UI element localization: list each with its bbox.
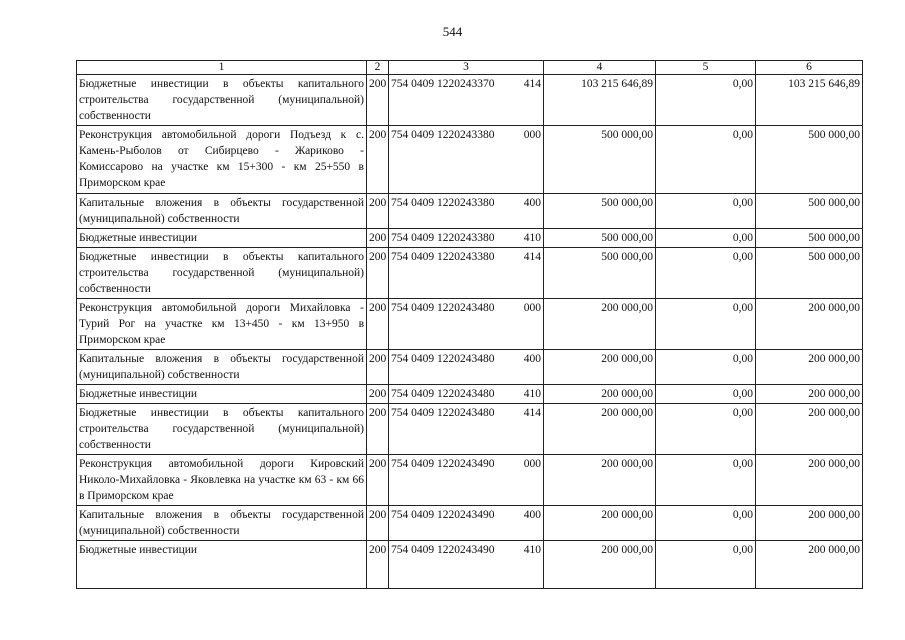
row-col2: 200 xyxy=(367,248,389,299)
row-name: Реконструкция автомобильной дороги Кировский Николо-Михайловка - Яковлевка на участке км 63 - км 66 в Приморском крае xyxy=(77,455,367,506)
row-code: 754 0409 1220243380 xyxy=(391,197,495,209)
row-code: 754 0409 1220243480 xyxy=(391,388,495,400)
row-col5-amount: 0,00 xyxy=(656,455,756,506)
row-col2: 200 xyxy=(367,229,389,248)
row-vr-code: 400 xyxy=(523,509,541,521)
row-col4-amount: 200 000,00 xyxy=(544,506,656,541)
row-col4-amount: 500 000,00 xyxy=(544,248,656,299)
row-code-cell xyxy=(389,385,544,404)
row-col6-amount: 200 000,00 xyxy=(756,506,863,541)
row-col6-amount: 500 000,00 xyxy=(756,229,863,248)
table-row xyxy=(77,126,863,194)
row-code: 754 0409 1220243480 xyxy=(391,407,495,419)
row-vr-code: 400 xyxy=(523,353,541,365)
row-col6-amount: 200 000,00 xyxy=(756,350,863,385)
row-code-cell xyxy=(389,299,544,350)
row-vr-code: 000 xyxy=(523,458,541,470)
row-code: 754 0409 1220243380 xyxy=(391,129,495,141)
row-code: 754 0409 1220243480 xyxy=(391,353,495,365)
row-code-cell xyxy=(389,506,544,541)
row-col6-amount: 500 000,00 xyxy=(756,248,863,299)
row-code-cell xyxy=(389,75,544,126)
row-col4-amount: 500 000,00 xyxy=(544,194,656,229)
row-col5-amount: 0,00 xyxy=(656,194,756,229)
row-code-cell xyxy=(389,126,544,194)
table-row xyxy=(77,299,863,350)
row-name: Реконструкция автомобильной дороги Подъезд к с. Камень-Рыболов от Сибирцево - Жариково - Комиссарово на участке км 15+300 - км 25+550 в Приморском крае xyxy=(77,126,367,194)
row-name: Бюджетные инвестиции xyxy=(77,229,367,248)
row-col2: 200 xyxy=(367,299,389,350)
row-vr-code: 414 xyxy=(523,78,541,90)
row-vr-code: 410 xyxy=(523,388,541,400)
row-vr-code: 400 xyxy=(523,197,541,209)
row-code-cell xyxy=(389,229,544,248)
table-row xyxy=(77,404,863,455)
row-code: 754 0409 1220243380 xyxy=(391,232,495,244)
row-name: Бюджетные инвестиции в объекты капитального строительства государственной (муниципальной) собственности xyxy=(77,404,367,455)
row-col2: 200 xyxy=(367,350,389,385)
row-name: Капитальные вложения в объекты государственной (муниципальной) собственности xyxy=(77,506,367,541)
row-col2: 200 xyxy=(367,541,389,589)
row-col5-amount: 0,00 xyxy=(656,350,756,385)
row-code: 754 0409 1220243480 xyxy=(391,302,495,314)
table-row xyxy=(77,75,863,126)
row-vr-code: 414 xyxy=(523,407,541,419)
column-header-4: 4 xyxy=(544,61,656,75)
row-col6-amount: 200 000,00 xyxy=(756,299,863,350)
row-col4-amount: 200 000,00 xyxy=(544,455,656,506)
table-row xyxy=(77,541,863,589)
row-col4-amount: 500 000,00 xyxy=(544,126,656,194)
row-col5-amount: 0,00 xyxy=(656,385,756,404)
row-vr-code: 000 xyxy=(523,302,541,314)
column-header-5: 5 xyxy=(656,61,756,75)
budget-table xyxy=(76,60,863,589)
row-col6-amount: 200 000,00 xyxy=(756,385,863,404)
row-vr-code: 414 xyxy=(523,251,541,263)
row-code-cell xyxy=(389,404,544,455)
row-col4-amount: 200 000,00 xyxy=(544,385,656,404)
table-row xyxy=(77,248,863,299)
row-code-cell xyxy=(389,541,544,589)
row-col6-amount: 103 215 646,89 xyxy=(756,75,863,126)
table-row xyxy=(77,194,863,229)
row-code: 754 0409 1220243490 xyxy=(391,509,495,521)
row-col4-amount: 500 000,00 xyxy=(544,229,656,248)
row-col5-amount: 0,00 xyxy=(656,229,756,248)
row-col5-amount: 0,00 xyxy=(656,404,756,455)
row-col4-amount: 103 215 646,89 xyxy=(544,75,656,126)
table-body xyxy=(77,75,863,589)
table-row xyxy=(77,506,863,541)
row-col5-amount: 0,00 xyxy=(656,299,756,350)
row-code: 754 0409 1220243490 xyxy=(391,458,495,470)
row-col5-amount: 0,00 xyxy=(656,126,756,194)
row-col6-amount: 200 000,00 xyxy=(756,404,863,455)
row-col5-amount: 0,00 xyxy=(656,541,756,589)
column-header-1: 1 xyxy=(77,61,367,75)
row-col2: 200 xyxy=(367,194,389,229)
column-header-2: 2 xyxy=(367,61,389,75)
row-col4-amount: 200 000,00 xyxy=(544,541,656,589)
row-code: 754 0409 1220243380 xyxy=(391,251,495,263)
row-name: Бюджетные инвестиции в объекты капитального строительства государственной (муниципальной) собственности xyxy=(77,248,367,299)
row-col2: 200 xyxy=(367,126,389,194)
row-col6-amount: 200 000,00 xyxy=(756,541,863,589)
table-row xyxy=(77,350,863,385)
row-col4-amount: 200 000,00 xyxy=(544,350,656,385)
row-code: 754 0409 1220243370 xyxy=(391,78,495,90)
row-col6-amount: 200 000,00 xyxy=(756,455,863,506)
row-name: Капитальные вложения в объекты государственной (муниципальной) собственности xyxy=(77,194,367,229)
page-number: 544 xyxy=(442,24,463,39)
row-col6-amount: 500 000,00 xyxy=(756,194,863,229)
row-col2: 200 xyxy=(367,455,389,506)
table-header-row xyxy=(77,61,863,75)
row-col2: 200 xyxy=(367,404,389,455)
row-vr-code: 410 xyxy=(523,232,541,244)
table-row xyxy=(77,385,863,404)
row-vr-code: 000 xyxy=(523,129,541,141)
row-name: Бюджетные инвестиции xyxy=(77,541,367,589)
row-code: 754 0409 1220243490 xyxy=(391,544,495,556)
row-col5-amount: 0,00 xyxy=(656,506,756,541)
table-row xyxy=(77,229,863,248)
row-col2: 200 xyxy=(367,385,389,404)
row-code-cell xyxy=(389,455,544,506)
row-name: Бюджетные инвестиции xyxy=(77,385,367,404)
row-code-cell xyxy=(389,248,544,299)
row-name: Капитальные вложения в объекты государственной (муниципальной) собственности xyxy=(77,350,367,385)
column-header-6: 6 xyxy=(756,61,863,75)
column-header-3: 3 xyxy=(389,61,544,75)
row-code-cell xyxy=(389,350,544,385)
row-name: Бюджетные инвестиции в объекты капитального строительства государственной (муниципальной) собственности xyxy=(77,75,367,126)
row-col5-amount: 0,00 xyxy=(656,75,756,126)
row-code-cell xyxy=(389,194,544,229)
table-row xyxy=(77,455,863,506)
row-col2: 200 xyxy=(367,75,389,126)
row-col6-amount: 500 000,00 xyxy=(756,126,863,194)
row-col2: 200 xyxy=(367,506,389,541)
row-col4-amount: 200 000,00 xyxy=(544,404,656,455)
row-name: Реконструкция автомобильной дороги Михайловка - Турий Рог на участке км 13+450 - км 13+950 в Приморском крае xyxy=(77,299,367,350)
row-col4-amount: 200 000,00 xyxy=(544,299,656,350)
row-col5-amount: 0,00 xyxy=(656,248,756,299)
row-vr-code: 410 xyxy=(523,544,541,556)
